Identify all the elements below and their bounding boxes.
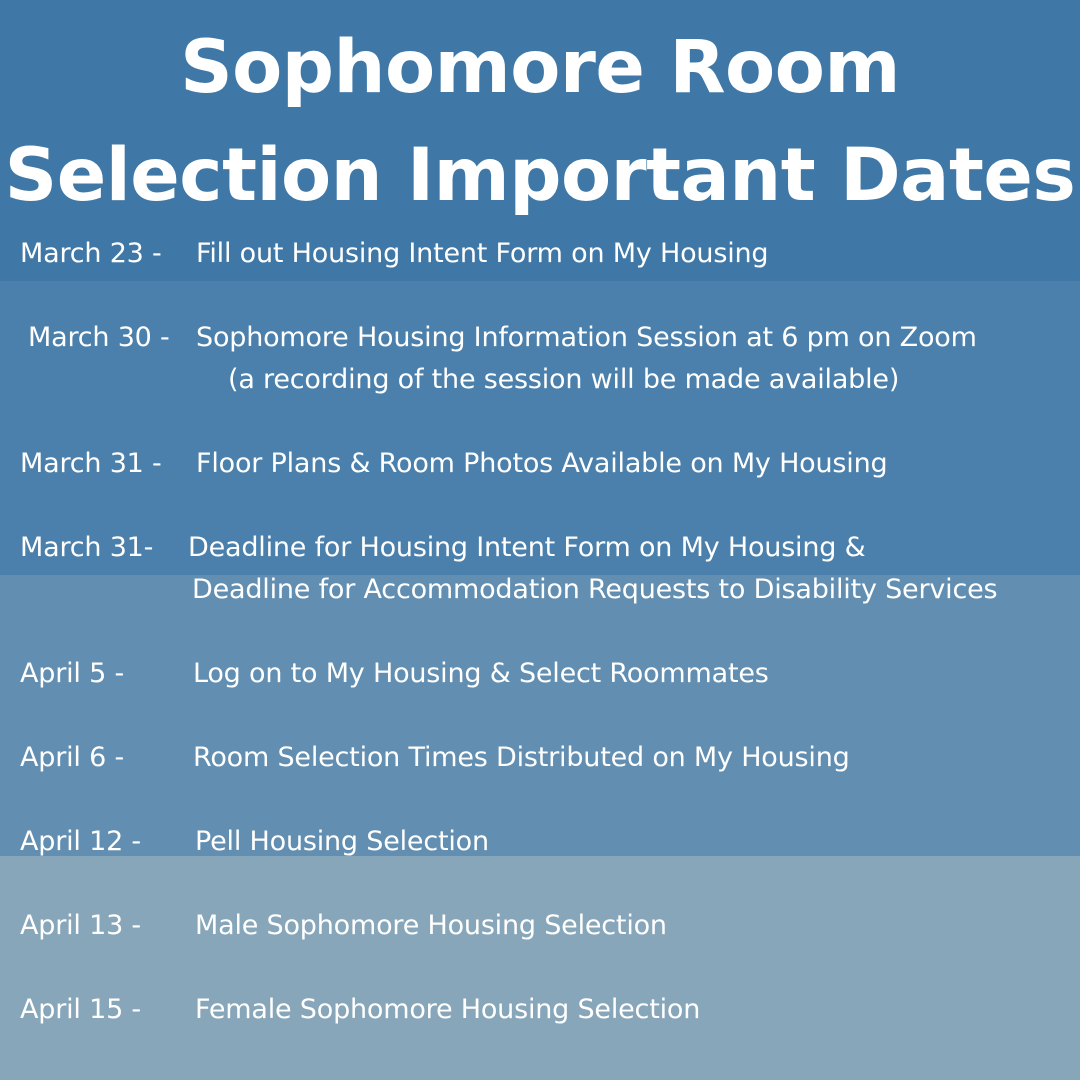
- event-date: March 30 -: [28, 322, 170, 353]
- event-row-march-31-deadline: [20, 527, 1060, 611]
- event-description: Deadline for Housing Intent Form on My Housing &: [188, 532, 866, 563]
- event-description: Sophomore Housing Information Session at 6 pm on Zoom: [196, 322, 977, 353]
- event-date: April 6 -: [20, 742, 124, 773]
- page-title: [0, 14, 1080, 230]
- background-band-bottom: [0, 856, 1080, 1080]
- event-description-line-2: Deadline for Accommodation Requests to Disability Services: [192, 574, 998, 605]
- event-row-april-6: [20, 737, 1060, 779]
- event-description: Floor Plans & Room Photos Available on My Housing: [196, 448, 888, 479]
- event-date: April 15 -: [20, 994, 141, 1025]
- event-description: Fill out Housing Intent Form on My Housing: [196, 238, 769, 269]
- title-line-2: Selection Important Dates: [4, 133, 1076, 218]
- event-description: Male Sophomore Housing Selection: [195, 910, 667, 941]
- event-row-april-5: [20, 653, 1060, 695]
- event-row-april-13: [20, 905, 1060, 947]
- title-line-1: Sophomore Room: [180, 25, 900, 110]
- event-description: Room Selection Times Distributed on My Housing: [193, 742, 850, 773]
- background-band-lower-middle: [0, 575, 1080, 856]
- event-date: April 13 -: [20, 910, 141, 941]
- event-date: March 31-: [20, 532, 154, 563]
- event-description: Female Sophomore Housing Selection: [195, 994, 701, 1025]
- event-date: April 5 -: [20, 658, 124, 689]
- event-row-april-12: [20, 821, 1060, 863]
- event-description: Pell Housing Selection: [195, 826, 489, 857]
- event-row-march-31-floor-plans: [20, 443, 1060, 485]
- event-date: March 23 -: [20, 238, 162, 269]
- event-description: Log on to My Housing & Select Roommates: [193, 658, 769, 689]
- event-row-march-23: [20, 233, 1060, 275]
- event-row-march-30: [28, 317, 1068, 401]
- event-date: March 31 -: [20, 448, 162, 479]
- event-note: (a recording of the session will be made available): [228, 364, 900, 395]
- event-date: April 12 -: [20, 826, 141, 857]
- event-row-april-15: [20, 989, 1060, 1031]
